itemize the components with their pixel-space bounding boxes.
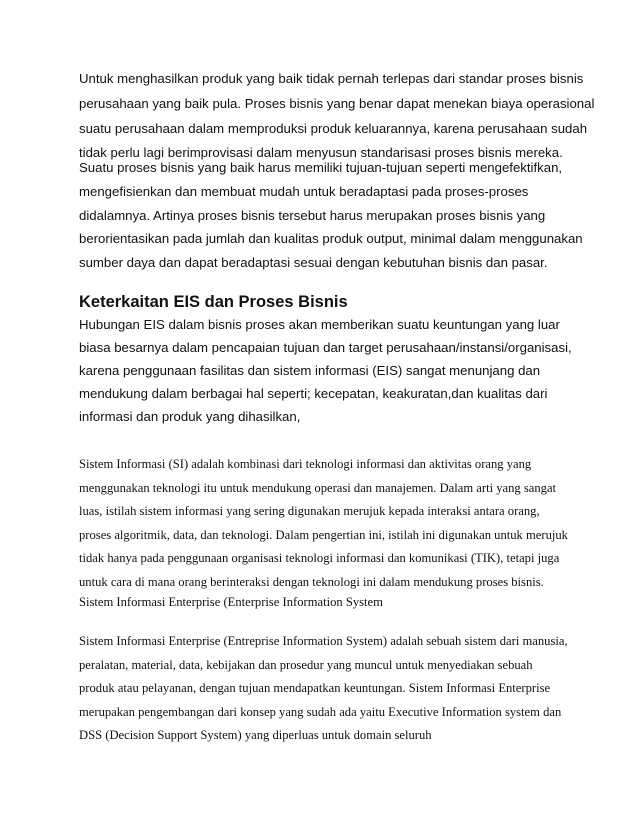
text-line: mengefisienkan dan membuat mudah untuk beradaptasi pada proses-proses (79, 184, 529, 199)
text-line: untuk cara di mana orang berinteraksi dengan teknologi ini dalam mendukung proses bisnis. (79, 575, 544, 589)
text-line: DSS (Decision Support System) yang diperluas untuk domain seluruh (79, 728, 432, 742)
text-line: proses algoritmik, data, dan teknologi. Dalam pengertian ini, istilah ini digunakan untuk merujuk (79, 528, 568, 542)
text-line: tidak hanya pada penggunaan organisasi teknologi informasi dan komunikasi (TIK), tetapi juga (79, 551, 560, 565)
text-line: menggunakan teknologi itu untuk mendukung operasi dan manajemen. Dalam arti yang sangat (79, 481, 557, 495)
text-line: Suatu proses bisnis yang baik harus memiliki tujuan-tujuan seperti mengefektifkan, (79, 160, 563, 175)
text-line: merupakan pengembangan dari konsep yang sudah ada yaitu Executive Information system dan (79, 705, 562, 719)
text-line: Hubungan EIS dalam bisnis proses akan memberikan suatu keuntungan yang luar (79, 317, 560, 332)
text-line: luas, istilah sistem informasi yang sering digunakan merujuk kepada interaksi antara orang, (79, 504, 540, 518)
text-line: biasa besarnya dalam pencapaian tujuan dan target perusahaan/instansi/organisasi, (79, 340, 572, 355)
text-line: didalamnya. Artinya proses bisnis tersebut harus merupakan proses bisnis yang (79, 208, 546, 223)
text-line: sumber daya dan dapat beradaptasi sesuai dengan kebutuhan bisnis dan pasar. (79, 255, 548, 270)
text-line: berorientasikan pada jumlah dan kualitas produk output, minimal dalam menggunakan (79, 231, 583, 246)
text-line: suatu perusahaan dalam memproduksi produk keluarannya, karena perusahaan sudah (79, 121, 588, 136)
text-line: informasi dan produk yang dihasilkan, (79, 409, 301, 424)
text-line: produk atau pelayanan, dengan tujuan mendapatkan keuntungan. Sistem Informasi Enterprise (79, 681, 551, 695)
text-line: Sistem Informasi Enterprise (Entreprise Information System) adalah sebuah sistem dari manusia, (79, 634, 568, 648)
text-line: peralatan, material, data, kebijakan dan prosedur yang muncul untuk menyediakan sebuah (79, 658, 533, 672)
text-line: Untuk menghasilkan produk yang baik tidak pernah terlepas dari standar proses bisnis (79, 71, 584, 86)
text-line: perusahaan yang baik pula. Proses bisnis yang benar dapat menekan biaya operasional (79, 96, 595, 111)
text-line: mendukung dalam berbagai hal seperti; kecepatan, keakuratan,dan kualitas dari (79, 386, 548, 401)
text-line: Sistem Informasi Enterprise (Enterprise Information System (79, 595, 383, 609)
section-heading: Keterkaitan EIS dan Proses Bisnis (79, 293, 348, 311)
text-line: Sistem Informasi (SI) adalah kombinasi dari teknologi informasi dan aktivitas orang yang (79, 457, 532, 471)
text-line: tidak perlu lagi berimprovisasi dalam menyusun standarisasi proses bisnis mereka. (79, 145, 563, 160)
text-line: karena penggunaan fasilitas dan sistem informasi (EIS) sangat menunjang dan (79, 363, 541, 378)
